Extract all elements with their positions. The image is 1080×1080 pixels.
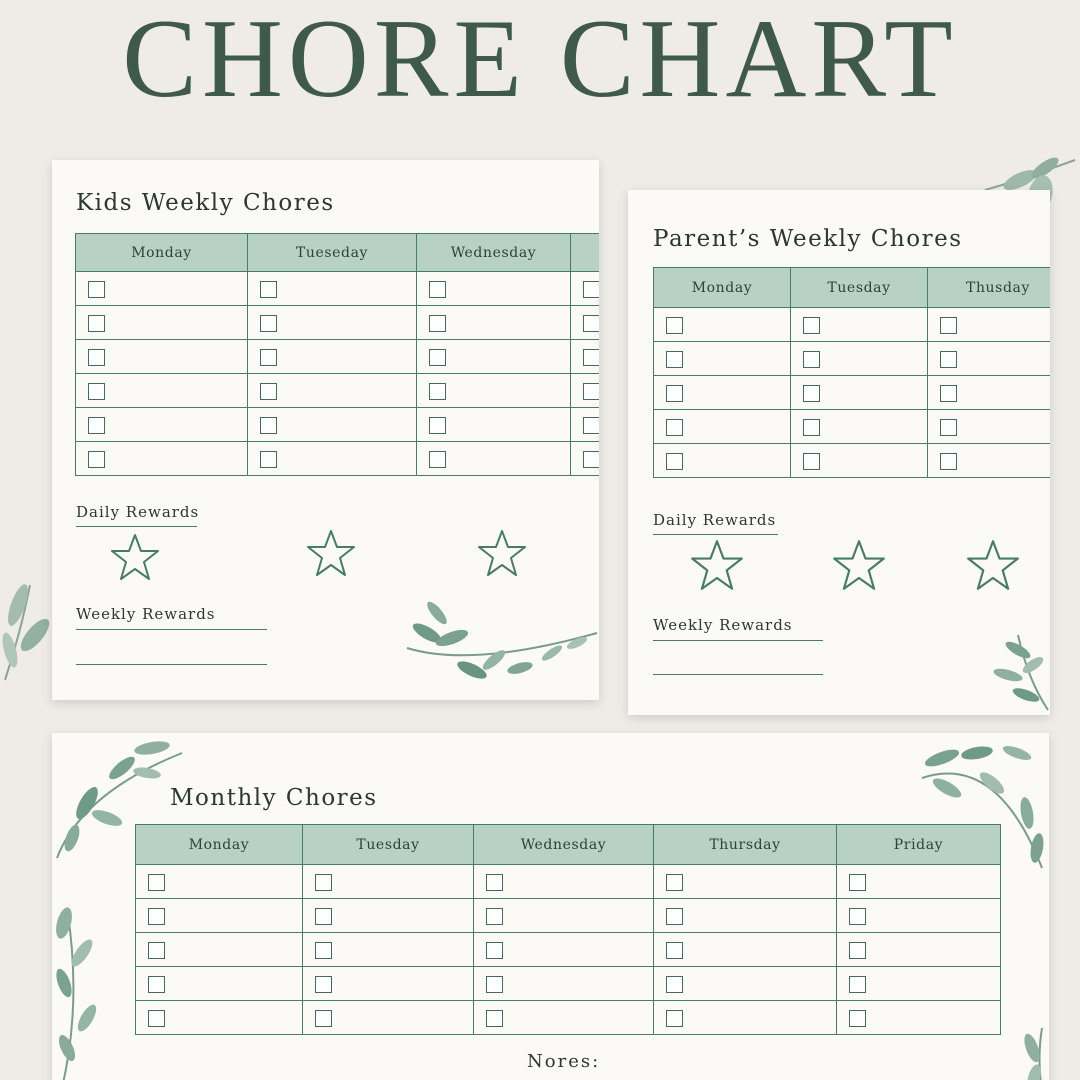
star-outline-icon xyxy=(110,532,160,582)
kids-chore-cell xyxy=(76,374,248,408)
parents-chore-cell xyxy=(791,376,928,410)
monthly-day-header: Thursday xyxy=(654,825,837,865)
checkbox-icon[interactable] xyxy=(666,385,683,402)
checkbox-icon[interactable] xyxy=(666,351,683,368)
parents-chore-cell xyxy=(928,410,1051,444)
star-outline-icon xyxy=(306,528,356,578)
leaf-branch-icon xyxy=(1012,1023,1049,1080)
leaf-branch-icon xyxy=(988,630,1050,715)
checkbox-icon[interactable] xyxy=(88,349,105,366)
checkbox-icon[interactable] xyxy=(486,908,503,925)
page-title: CHORE CHART xyxy=(122,0,958,118)
kids-chore-cell xyxy=(248,374,417,408)
monthly-chore-row xyxy=(136,865,1001,899)
checkbox-icon[interactable] xyxy=(315,976,332,993)
checkbox-icon[interactable] xyxy=(940,453,957,470)
parents-weekly-rewards-line xyxy=(653,640,823,641)
parents-chore-cell xyxy=(791,308,928,342)
kids-daily-rewards-label: Daily Rewards xyxy=(76,503,200,521)
checkbox-icon[interactable] xyxy=(429,281,446,298)
checkbox-icon[interactable] xyxy=(666,976,683,993)
checkbox-icon[interactable] xyxy=(88,281,105,298)
checkbox-icon[interactable] xyxy=(429,451,446,468)
checkbox-icon[interactable] xyxy=(940,419,957,436)
monthly-chore-row xyxy=(136,933,1001,967)
checkbox-icon[interactable] xyxy=(583,315,599,332)
checkbox-icon[interactable] xyxy=(666,453,683,470)
monthly-chore-cell xyxy=(654,933,837,967)
kids-chore-cell xyxy=(417,272,571,306)
parents-chore-cell xyxy=(928,342,1051,376)
kids-day-header: Wednesday xyxy=(417,234,571,272)
monthly-chore-row xyxy=(136,899,1001,933)
monthly-chore-cell xyxy=(303,865,474,899)
kids-chore-cell xyxy=(76,340,248,374)
checkbox-icon[interactable] xyxy=(260,417,277,434)
checkbox-icon[interactable] xyxy=(583,451,599,468)
monthly-chore-cell xyxy=(837,865,1001,899)
kids-chore-cell xyxy=(571,272,600,306)
checkbox-icon[interactable] xyxy=(849,1010,866,1027)
kids-chore-cell xyxy=(417,374,571,408)
parents-weekly-rewards-label: Weekly Rewards xyxy=(653,616,793,634)
checkbox-icon[interactable] xyxy=(88,417,105,434)
kids-chore-cell xyxy=(571,306,600,340)
checkbox-icon[interactable] xyxy=(849,874,866,891)
kids-chore-cell xyxy=(76,306,248,340)
checkbox-icon[interactable] xyxy=(666,908,683,925)
parents-day-header: Tuesday xyxy=(791,268,928,308)
monthly-chores-table xyxy=(135,824,1001,1035)
monthly-chore-cell xyxy=(303,899,474,933)
kids-chore-cell xyxy=(417,442,571,476)
checkbox-icon[interactable] xyxy=(940,385,957,402)
checkbox-icon[interactable] xyxy=(260,281,277,298)
kids-chore-cell xyxy=(417,340,571,374)
checkbox-icon[interactable] xyxy=(666,317,683,334)
monthly-day-header: Wednesday xyxy=(474,825,654,865)
kids-day-header: Monday xyxy=(76,234,248,272)
monthly-chore-row xyxy=(136,967,1001,1001)
monthly-chore-cell xyxy=(474,899,654,933)
kids-chore-cell xyxy=(248,408,417,442)
leaf-branch-icon xyxy=(0,575,55,685)
checkbox-icon[interactable] xyxy=(486,874,503,891)
parents-chore-cell xyxy=(928,376,1051,410)
monthly-chore-cell xyxy=(474,1001,654,1035)
monthly-chore-cell xyxy=(136,865,303,899)
monthly-chore-cell xyxy=(136,1001,303,1035)
monthly-chore-cell xyxy=(303,1001,474,1035)
checkbox-icon[interactable] xyxy=(315,942,332,959)
parents-chore-cell xyxy=(654,444,791,478)
checkbox-icon[interactable] xyxy=(666,942,683,959)
kids-chore-cell xyxy=(571,442,600,476)
checkbox-icon[interactable] xyxy=(849,976,866,993)
checkbox-icon[interactable] xyxy=(666,419,683,436)
leaf-branch-icon xyxy=(402,598,599,698)
monthly-chore-cell xyxy=(136,899,303,933)
checkbox-icon[interactable] xyxy=(88,383,105,400)
checkbox-icon[interactable] xyxy=(429,315,446,332)
kids-chore-cell xyxy=(76,408,248,442)
parents-day-header: Thusday xyxy=(928,268,1051,308)
monthly-chore-cell xyxy=(837,967,1001,1001)
kids-chore-cell xyxy=(248,306,417,340)
checkbox-icon[interactable] xyxy=(315,1010,332,1027)
kids-chore-row xyxy=(76,272,600,306)
star-outline-icon xyxy=(477,528,527,578)
kids-chore-cell xyxy=(76,442,248,476)
star-outline-icon xyxy=(966,538,1020,592)
notes-label: Nores: xyxy=(527,1051,601,1072)
monthly-chore-cell xyxy=(136,967,303,1001)
kids-weekly-rewards-label: Weekly Rewards xyxy=(76,605,216,623)
checkbox-icon[interactable] xyxy=(803,351,820,368)
parents-chore-row xyxy=(654,308,1051,342)
checkbox-icon[interactable] xyxy=(849,908,866,925)
checkbox-icon[interactable] xyxy=(486,1010,503,1027)
checkbox-icon[interactable] xyxy=(148,942,165,959)
checkbox-icon[interactable] xyxy=(486,976,503,993)
parents-day-header: Monday xyxy=(654,268,791,308)
leaf-branch-icon xyxy=(52,903,112,1080)
monthly-chore-cell xyxy=(654,899,837,933)
parents-chore-row xyxy=(654,376,1051,410)
monthly-card-title: Monthly Chores xyxy=(170,785,378,811)
parents-daily-rewards-label: Daily Rewards xyxy=(653,511,777,529)
checkbox-icon[interactable] xyxy=(940,317,957,334)
kids-weekly-rewards-line xyxy=(76,629,267,630)
kids-chore-row xyxy=(76,408,600,442)
kids-weekly-chores-card xyxy=(52,160,599,700)
kids-day-header xyxy=(571,234,600,272)
monthly-chore-cell xyxy=(474,967,654,1001)
checkbox-icon[interactable] xyxy=(666,1010,683,1027)
kids-chore-cell xyxy=(248,272,417,306)
kids-chore-cell xyxy=(571,408,600,442)
checkbox-icon[interactable] xyxy=(583,417,599,434)
checkbox-icon[interactable] xyxy=(88,315,105,332)
checkbox-icon[interactable] xyxy=(148,976,165,993)
checkbox-icon[interactable] xyxy=(315,908,332,925)
kids-chore-cell xyxy=(417,306,571,340)
monthly-day-header: Priday xyxy=(837,825,1001,865)
kids-chore-cell xyxy=(76,272,248,306)
monthly-chore-cell xyxy=(303,967,474,1001)
kids-chore-cell xyxy=(417,408,571,442)
parents-chores-table xyxy=(653,267,1050,478)
kids-weekly-rewards-line xyxy=(76,664,267,665)
kids-chores-table xyxy=(75,233,599,476)
monthly-chore-cell xyxy=(837,1001,1001,1035)
monthly-chore-cell xyxy=(474,865,654,899)
parents-chore-cell xyxy=(791,342,928,376)
checkbox-icon[interactable] xyxy=(803,317,820,334)
checkbox-icon[interactable] xyxy=(940,351,957,368)
checkbox-icon[interactable] xyxy=(148,908,165,925)
checkbox-icon[interactable] xyxy=(260,315,277,332)
kids-daily-rewards-underline xyxy=(76,526,197,527)
parents-chore-cell xyxy=(791,410,928,444)
parents-chore-row xyxy=(654,410,1051,444)
checkbox-icon[interactable] xyxy=(429,383,446,400)
monthly-chore-cell xyxy=(136,933,303,967)
parents-chore-cell xyxy=(791,444,928,478)
checkbox-icon[interactable] xyxy=(803,453,820,470)
parents-chore-cell xyxy=(654,308,791,342)
parents-chore-row xyxy=(654,444,1051,478)
monthly-chore-cell xyxy=(474,933,654,967)
parents-weekly-rewards-line xyxy=(653,674,823,675)
kids-chore-row xyxy=(76,374,600,408)
checkbox-icon[interactable] xyxy=(803,419,820,436)
monthly-chore-row xyxy=(136,1001,1001,1035)
parents-chore-cell xyxy=(654,342,791,376)
kids-chore-row xyxy=(76,340,600,374)
kids-chore-row xyxy=(76,442,600,476)
kids-chore-cell xyxy=(571,340,600,374)
parents-card-title: Parent’s Weekly Chores xyxy=(653,226,963,252)
parents-weekly-chores-card xyxy=(628,190,1050,715)
checkbox-icon[interactable] xyxy=(148,874,165,891)
checkbox-icon[interactable] xyxy=(486,942,503,959)
checkbox-icon[interactable] xyxy=(88,451,105,468)
checkbox-icon[interactable] xyxy=(429,417,446,434)
monthly-day-header: Tuesday xyxy=(303,825,474,865)
checkbox-icon[interactable] xyxy=(429,349,446,366)
checkbox-icon[interactable] xyxy=(260,451,277,468)
kids-day-header: Tueseday xyxy=(248,234,417,272)
checkbox-icon[interactable] xyxy=(666,874,683,891)
parents-chore-cell xyxy=(928,444,1051,478)
monthly-chore-cell xyxy=(837,933,1001,967)
kids-chore-cell xyxy=(248,340,417,374)
checkbox-icon[interactable] xyxy=(583,281,599,298)
star-outline-icon xyxy=(690,538,744,592)
checkbox-icon[interactable] xyxy=(583,349,599,366)
checkbox-icon[interactable] xyxy=(849,942,866,959)
checkbox-icon[interactable] xyxy=(260,349,277,366)
kids-chore-row xyxy=(76,306,600,340)
monthly-chore-cell xyxy=(837,899,1001,933)
kids-chore-cell xyxy=(248,442,417,476)
monthly-chores-card xyxy=(52,733,1049,1080)
monthly-chore-cell xyxy=(654,967,837,1001)
monthly-chore-cell xyxy=(303,933,474,967)
kids-chore-cell xyxy=(571,374,600,408)
monthly-chore-cell xyxy=(654,1001,837,1035)
parents-chore-row xyxy=(654,342,1051,376)
checkbox-icon[interactable] xyxy=(148,1010,165,1027)
checkbox-icon[interactable] xyxy=(583,383,599,400)
monthly-day-header: Monday xyxy=(136,825,303,865)
checkbox-icon[interactable] xyxy=(803,385,820,402)
parents-chore-cell xyxy=(928,308,1051,342)
parents-chore-cell xyxy=(654,376,791,410)
parents-chore-cell xyxy=(654,410,791,444)
kids-card-title: Kids Weekly Chores xyxy=(76,190,335,216)
parents-daily-rewards-underline xyxy=(653,534,778,535)
star-outline-icon xyxy=(832,538,886,592)
checkbox-icon[interactable] xyxy=(260,383,277,400)
checkbox-icon[interactable] xyxy=(315,874,332,891)
monthly-chore-cell xyxy=(654,865,837,899)
